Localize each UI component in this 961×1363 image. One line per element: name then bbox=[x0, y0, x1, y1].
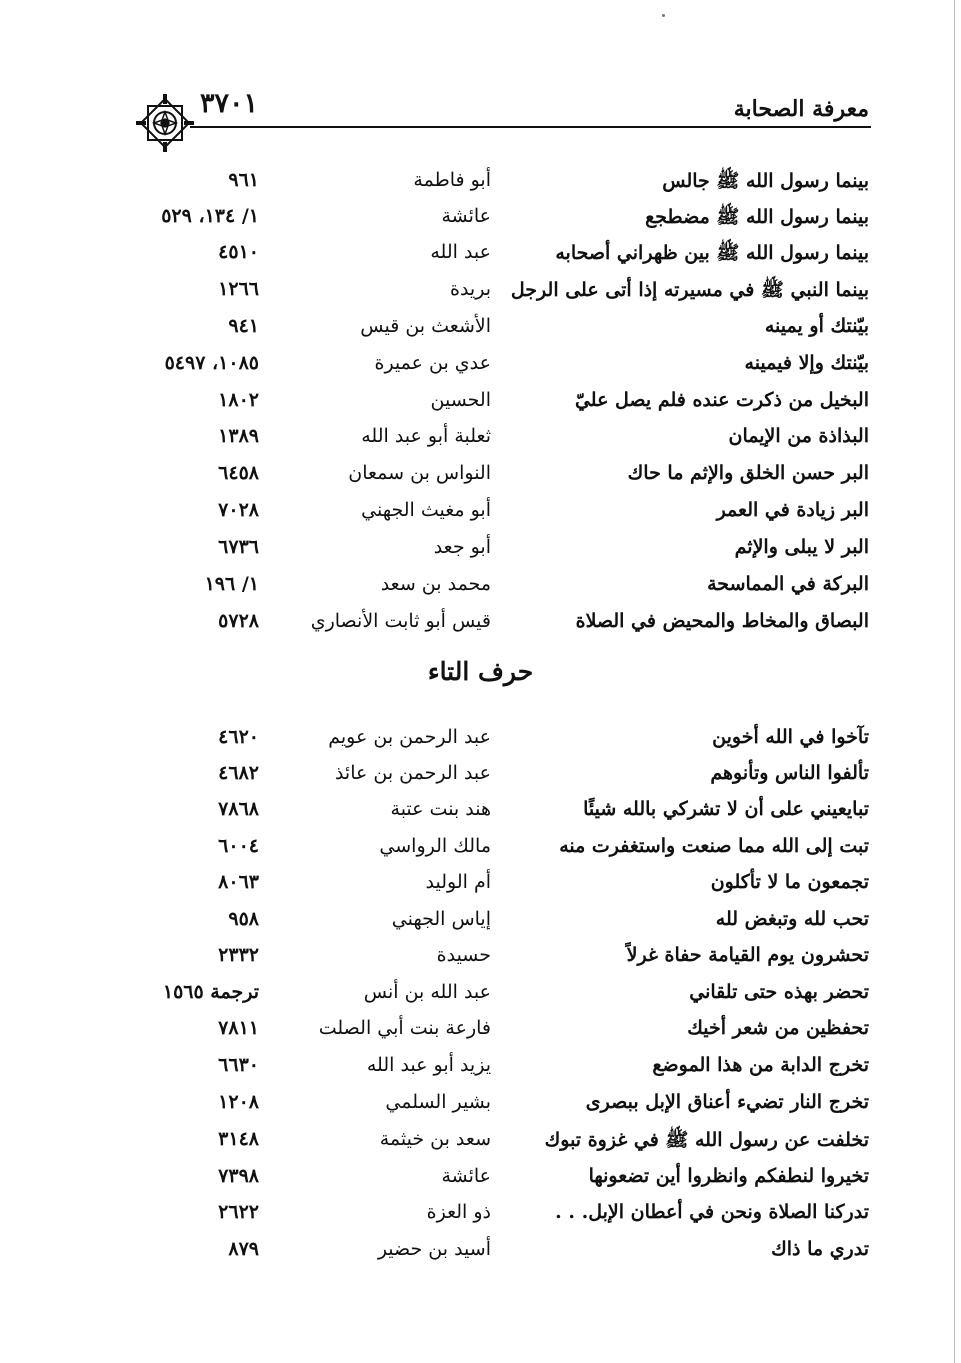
index-row bbox=[0, 758, 961, 794]
index-row bbox=[0, 940, 961, 976]
hadith-text: تحشرون يوم القيامة حفاة غرلاً bbox=[626, 944, 869, 966]
reference-number: ٤٦٢٠ bbox=[218, 726, 259, 748]
reference-number: ٦٦٣٠ bbox=[218, 1054, 259, 1076]
index-row bbox=[0, 237, 961, 273]
narrator-name: الأشعث بن قيس bbox=[360, 315, 491, 337]
index-row bbox=[0, 794, 961, 830]
star-ornament-icon bbox=[134, 92, 196, 154]
hadith-text: تدركنا الصلاة ونحن في أعطان الإبل. . . bbox=[555, 1201, 869, 1223]
hadith-text: تحب لله وتبغض لله bbox=[715, 908, 869, 930]
index-row bbox=[0, 1124, 961, 1160]
reference-number: ٦٧٣٦ bbox=[218, 536, 259, 558]
index-row bbox=[0, 977, 961, 1013]
reference-number: ١٣٨٩ bbox=[218, 425, 259, 447]
hadith-text: البر لا يبلى والإثم bbox=[734, 536, 869, 558]
index-row bbox=[0, 1013, 961, 1049]
index-row bbox=[0, 831, 961, 867]
header-rule bbox=[190, 126, 871, 128]
index-row bbox=[0, 904, 961, 940]
narrator-name: محمد بن سعد bbox=[380, 573, 491, 595]
reference-number: ٩٦١ bbox=[228, 169, 259, 191]
narrator-name: ذو العزة bbox=[426, 1201, 491, 1223]
hadith-text: تألفوا الناس وتأنوهم bbox=[710, 762, 869, 784]
reference-number: ٦٠٠٤ bbox=[218, 835, 259, 857]
hadith-text: بينما النبي ﷺ في مسيرته إذا أتى على الرجل bbox=[510, 279, 869, 301]
index-row bbox=[0, 201, 961, 237]
hadith-text: البذاذة من الإيمان bbox=[728, 425, 869, 447]
narrator-name: الحسين bbox=[430, 389, 491, 411]
index-row bbox=[0, 165, 961, 201]
narrator-name: عبد الرحمن بن عائذ bbox=[334, 762, 491, 784]
narrator-name: أم الوليد bbox=[425, 871, 491, 893]
index-row bbox=[0, 385, 961, 421]
hadith-text: بيّنتك وإلا فيمينه bbox=[744, 352, 869, 374]
narrator-name: أبو جعد bbox=[433, 536, 491, 558]
reference-number: ١٨٠٢ bbox=[218, 389, 259, 411]
index-row bbox=[0, 1197, 961, 1233]
hadith-text: البر حسن الخلق والإثم ما حاك bbox=[627, 462, 869, 484]
narrator-name: بشير السلمي bbox=[385, 1091, 491, 1113]
index-row bbox=[0, 274, 961, 310]
hadith-text: بينما رسول الله ﷺ مضطجع bbox=[645, 206, 869, 228]
narrator-name: مالك الرواسي bbox=[379, 835, 491, 857]
narrator-name: عائشة bbox=[441, 1165, 491, 1187]
reference-number: ٩٥٨ bbox=[228, 908, 259, 930]
hadith-text: تحفظين من شعر أخيك bbox=[687, 1017, 869, 1039]
index-row bbox=[0, 1234, 961, 1270]
narrator-name: إياس الجهني bbox=[391, 908, 491, 930]
index-row bbox=[0, 1087, 961, 1123]
page-speck bbox=[662, 14, 665, 17]
reference-number: ٩٤١ bbox=[228, 315, 259, 337]
reference-number: ١٢٠٨ bbox=[218, 1091, 259, 1113]
reference-number: ١٠٨٥، ٥٤٩٧ bbox=[164, 352, 259, 374]
hadith-text: تبايعيني على أن لا تشركي بالله شيئًا bbox=[583, 798, 869, 820]
index-row bbox=[0, 1050, 961, 1086]
index-row bbox=[0, 722, 961, 758]
index-row bbox=[0, 569, 961, 605]
hadith-text: تحضر بهذه حتى تلقاني bbox=[689, 981, 869, 1003]
index-row bbox=[0, 311, 961, 347]
index-row bbox=[0, 495, 961, 531]
hadith-text: تخلفت عن رسول الله ﷺ في غزوة تبوك bbox=[544, 1129, 869, 1151]
narrator-name: ثعلبة أبو عبد الله bbox=[361, 425, 491, 447]
reference-number: ٣١٤٨ bbox=[218, 1128, 259, 1150]
hadith-text: تخرج النار تضيء أعناق الإبل ببصرى bbox=[585, 1091, 869, 1113]
narrator-name: هند بنت عتبة bbox=[390, 798, 491, 820]
running-title: معرفة الصحابة bbox=[733, 96, 869, 122]
hadith-text: البركة في المماسحة bbox=[707, 573, 869, 595]
reference-number: ١٢٦٦ bbox=[218, 278, 259, 300]
narrator-name: النواس بن سمعان bbox=[348, 462, 491, 484]
narrator-name: سعد بن خيثمة bbox=[379, 1128, 491, 1150]
hadith-text: تدري ما ذاك bbox=[771, 1238, 869, 1260]
hadith-text: بيّنتك أو يمينه bbox=[764, 315, 869, 337]
reference-number: ١/ ١٣٤، ٥٢٩ bbox=[161, 205, 259, 227]
narrator-name: فارعة بنت أبي الصلت bbox=[318, 1017, 491, 1039]
reference-number: ٤٥١٠ bbox=[218, 241, 259, 263]
section-heading: حرف التاء bbox=[427, 657, 534, 686]
index-row bbox=[0, 606, 961, 642]
hadith-text: البخيل من ذكرت عنده فلم يصل عليّ bbox=[574, 389, 869, 411]
reference-number: ترجمة ١٥٦٥ bbox=[162, 981, 259, 1003]
narrator-name: عبد الرحمن بن عويم bbox=[328, 726, 491, 748]
index-row bbox=[0, 532, 961, 568]
hadith-text: البر زيادة في العمر bbox=[716, 499, 869, 521]
reference-number: ٢٦٢٢ bbox=[218, 1201, 259, 1223]
narrator-name: عبد الله bbox=[430, 241, 491, 263]
hadith-text: تجمعون ما لا تأكلون bbox=[710, 871, 869, 893]
narrator-name: أبو فاطمة bbox=[413, 169, 491, 191]
hadith-text: بينما رسول الله ﷺ بين ظهراني أصحابه bbox=[555, 242, 869, 264]
narrator-name: أبو مغيث الجهني bbox=[361, 499, 491, 521]
reference-number: ٤٦٨٢ bbox=[218, 762, 259, 784]
reference-number: ٦٤٥٨ bbox=[218, 462, 259, 484]
page-number: ٣٧٠١ bbox=[200, 88, 259, 119]
hadith-text: البصاق والمخاط والمحيض في الصلاة bbox=[575, 610, 869, 632]
index-row bbox=[0, 1161, 961, 1197]
narrator-name: قيس أبو ثابت الأنصاري bbox=[310, 610, 491, 632]
index-row bbox=[0, 348, 961, 384]
narrator-name: بريدة bbox=[450, 278, 491, 300]
reference-number: ٨٧٩ bbox=[228, 1238, 259, 1260]
reference-number: ٨٠٦٣ bbox=[218, 871, 259, 893]
index-row bbox=[0, 421, 961, 457]
reference-number: ٥٧٢٨ bbox=[218, 610, 259, 632]
reference-number: ٧٨٦٨ bbox=[218, 798, 259, 820]
narrator-name: حسيدة bbox=[436, 944, 491, 966]
reference-number: ٧٨١١ bbox=[218, 1017, 259, 1039]
hadith-text: تآخوا في الله أخوين bbox=[712, 726, 869, 748]
narrator-name: عائشة bbox=[441, 205, 491, 227]
narrator-name: عدي بن عميرة bbox=[374, 352, 491, 374]
hadith-text: بينما رسول الله ﷺ جالس bbox=[662, 170, 869, 192]
narrator-name: يزيد أبو عبد الله bbox=[366, 1054, 491, 1076]
index-row bbox=[0, 458, 961, 494]
reference-number: ٢٣٣٢ bbox=[218, 944, 259, 966]
hadith-text: تخرج الدابة من هذا الموضع bbox=[652, 1054, 869, 1076]
index-row bbox=[0, 867, 961, 903]
reference-number: ١/ ١٩٦ bbox=[204, 573, 259, 595]
hadith-text: تخيروا لنطفكم وانظروا أين تضعونها bbox=[588, 1165, 869, 1187]
reference-number: ٧٣٩٨ bbox=[218, 1165, 259, 1187]
reference-number: ٧٠٢٨ bbox=[218, 499, 259, 521]
hadith-text: تبت إلى الله مما صنعت واستغفرت منه bbox=[559, 835, 869, 857]
narrator-name: أسيد بن حضير bbox=[377, 1238, 491, 1260]
narrator-name: عبد الله بن أنس bbox=[363, 981, 491, 1003]
